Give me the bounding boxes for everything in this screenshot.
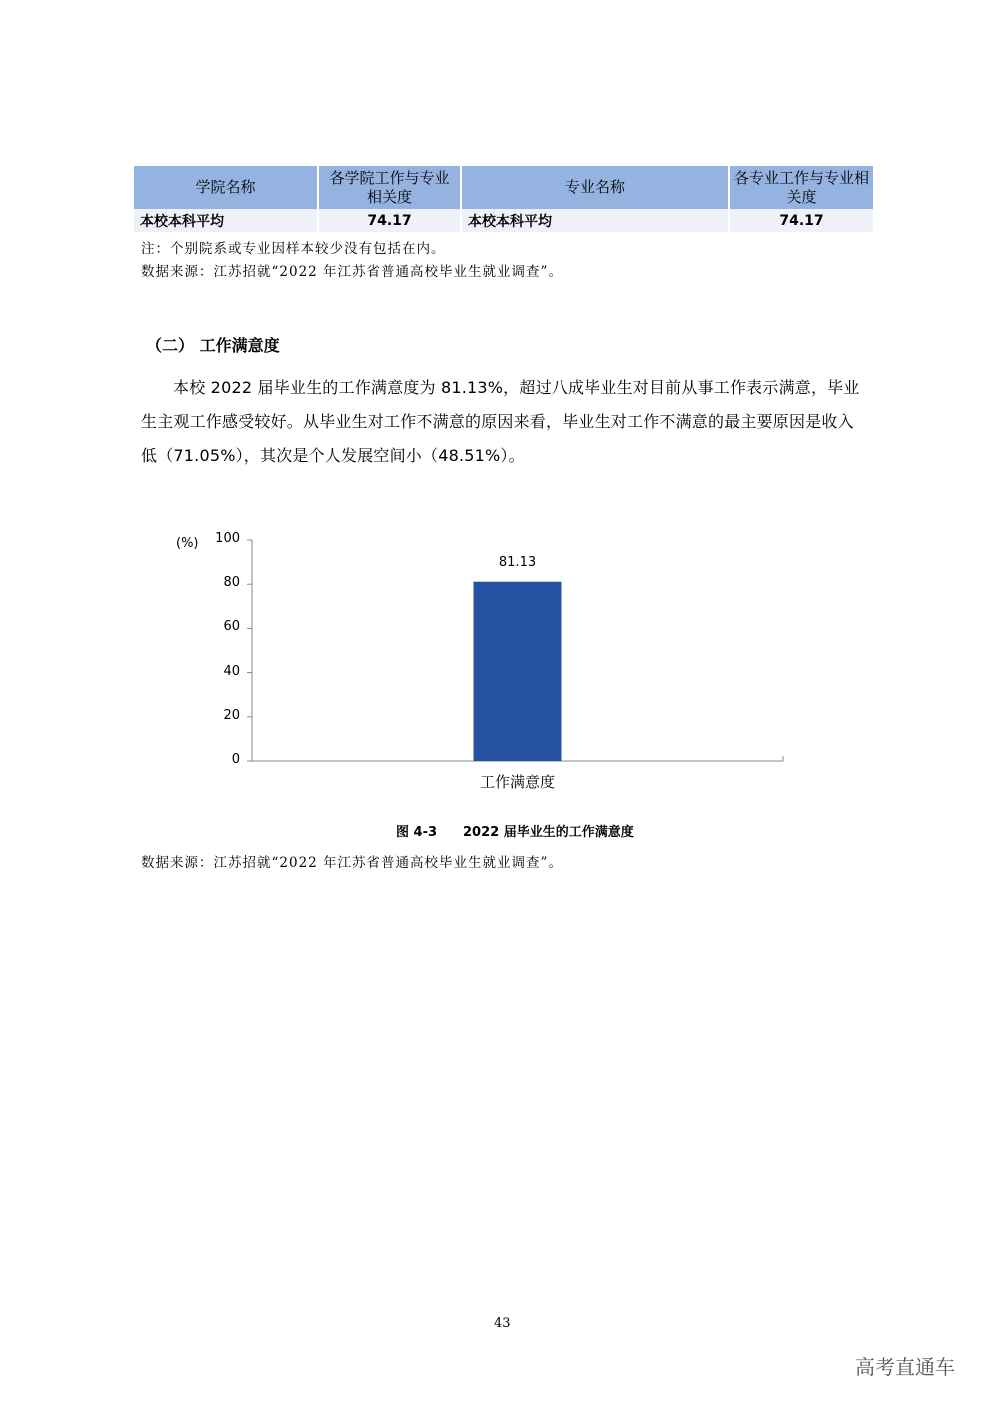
y-tick-label: 80 (223, 575, 240, 591)
cell-college-relevance: 74.17 (318, 209, 461, 232)
y-tick-label: 40 (223, 663, 240, 679)
figure-caption: 图 4-3 2022 届毕业生的工作满意度 (396, 825, 634, 840)
cell-college-name: 本校本科平均 (134, 209, 318, 232)
cell-major-relevance: 74.17 (729, 209, 873, 232)
header-major-relevance: 各专业工作与专业相关度 (729, 166, 873, 209)
header-major-name: 专业名称 (461, 166, 729, 209)
y-axis-unit-label: (%) (176, 536, 199, 551)
section-paragraph: 本校 2022 届毕业生的工作满意度为 81.13%，超过八成毕业生对目前从事工作表示满意，毕业生主观工作感受较好。从毕业生对工作不满意的原因来看，毕业生对工作不满意的最主要原因是收入低（71.05%），其次是个人发展空间小（48.51%）。 (141, 378, 860, 465)
y-tick-label: 60 (223, 619, 240, 635)
figure-source: 数据来源：江苏招就“2022 年江苏省普通高校毕业生就业调查”。 (141, 855, 563, 871)
header-college-name: 学院名称 (134, 166, 318, 209)
watermark: 高考直通车 (855, 1355, 955, 1379)
table-source: 数据来源：江苏招就“2022 年江苏省普通高校毕业生就业调查”。 (141, 264, 563, 280)
section-heading: （二） 工作满意度 (146, 336, 280, 355)
x-category-label: 工作满意度 (479, 773, 555, 791)
y-tick-label: 0 (231, 752, 240, 767)
header-college-relevance: 各学院工作与专业相关度 (318, 166, 461, 209)
y-tick-label: 100 (215, 531, 240, 546)
page-number: 43 (494, 1316, 511, 1331)
table-note: 注：个别院系或专业因样本较少没有包括在内。 (141, 241, 446, 257)
y-tick-label: 20 (223, 707, 240, 723)
bar (474, 582, 562, 761)
bar-data-label: 81.13 (498, 554, 537, 570)
cell-major-name: 本校本科平均 (461, 209, 729, 232)
